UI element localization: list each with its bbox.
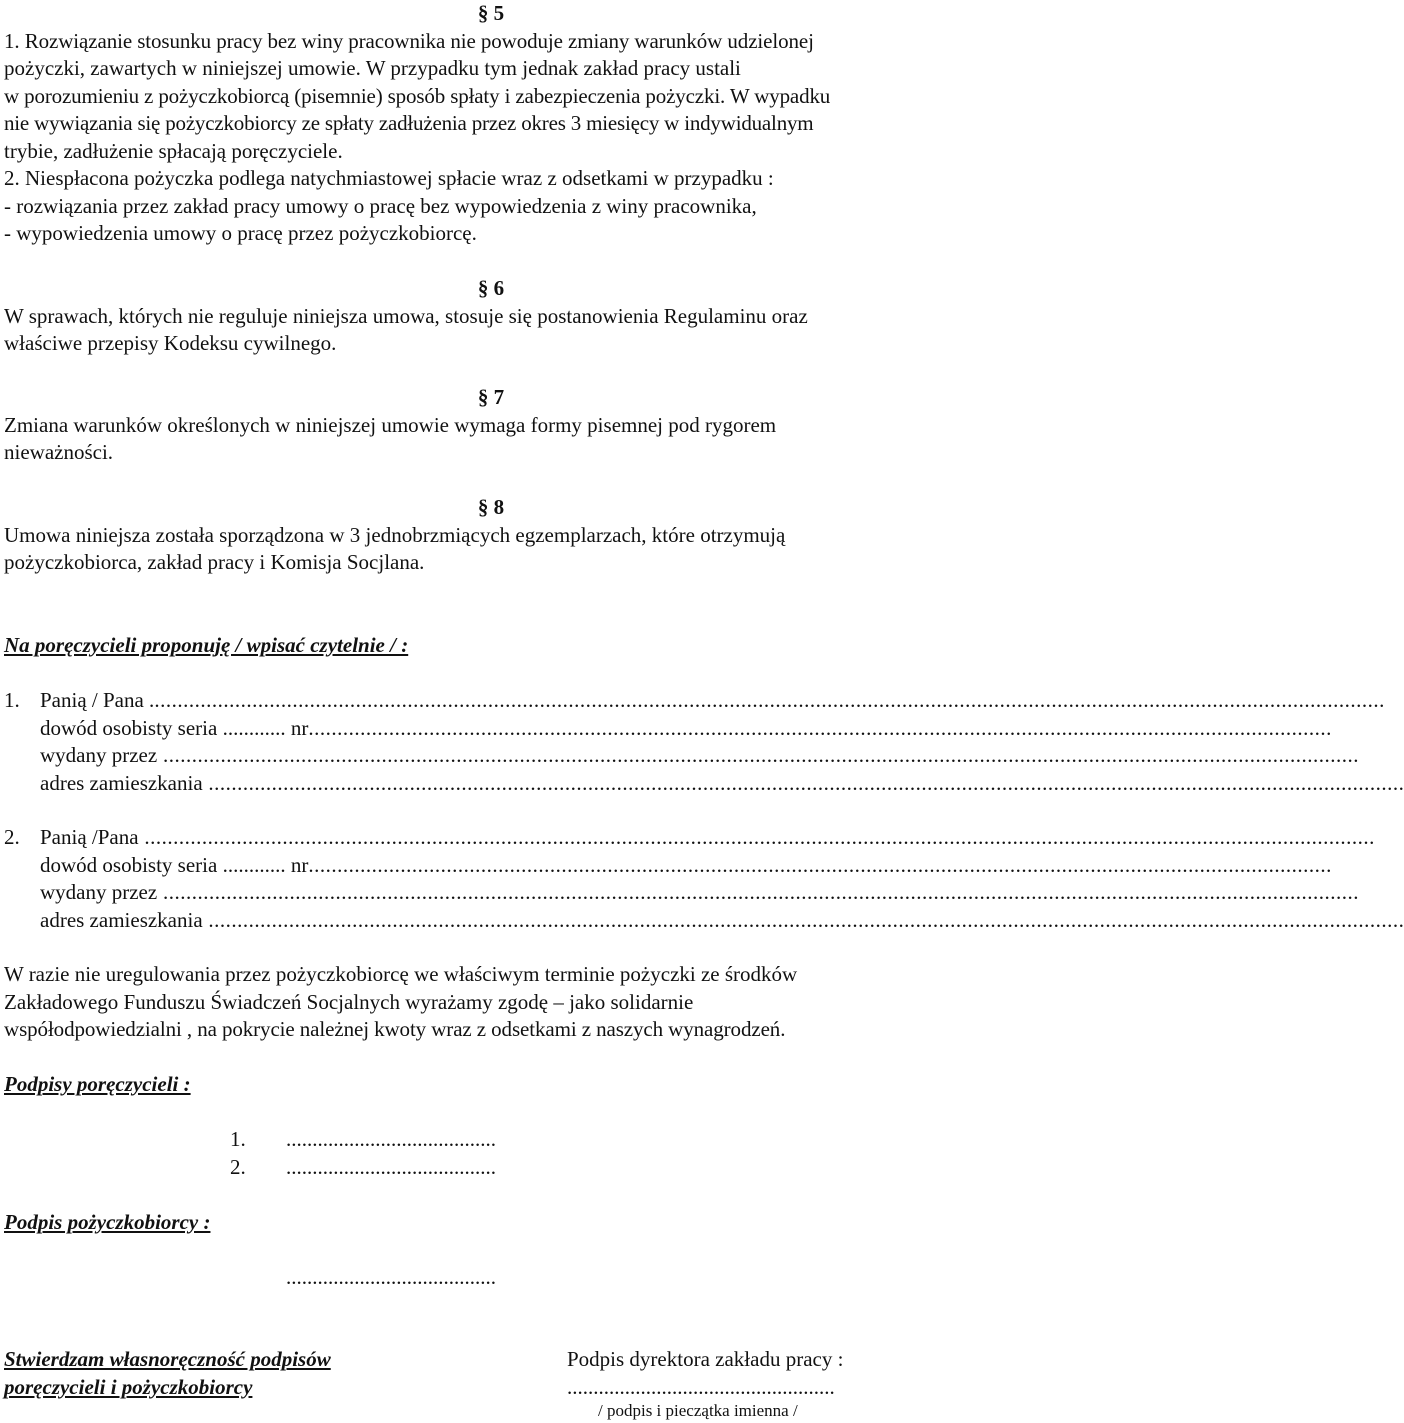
guarantor-signature-2-number: 2. xyxy=(230,1155,246,1179)
guarantor-2-name-label: Panią /Pana xyxy=(40,825,139,849)
section-6-heading: § 6 xyxy=(477,276,505,300)
guarantor-1-issued-label: wydany przez xyxy=(40,743,158,767)
section-7-line: nieważności. xyxy=(4,440,114,464)
section-5-line: - rozwiązania przez zakład pracy umowy o pracę bez wypowiedzenia z winy pracownika, xyxy=(4,193,757,218)
director-signature-field[interactable]: ................................................... xyxy=(567,1375,835,1399)
guarantor-2-issued-field[interactable]: ................................................................................................................................................................................................................ xyxy=(157,880,1359,904)
section-5-heading: § 5 xyxy=(477,1,505,25)
guarantor-2-issued-row[interactable] xyxy=(4,879,1359,907)
borrower-signature-field[interactable]: ........................................ xyxy=(286,1265,496,1289)
guarantor-signature-1[interactable] xyxy=(230,1126,496,1154)
guarantor-2-address-field[interactable]: ................................................................................................................................................................................................................ xyxy=(202,907,1404,932)
guarantor-2-issued-label: wydany przez xyxy=(40,880,158,904)
guarantor-2-address-row[interactable] xyxy=(4,907,1404,935)
guarantor-1-issued-field[interactable]: ................................................................................................................................................................................................................ xyxy=(157,743,1359,767)
guarantors-signatures-title-block xyxy=(4,1071,956,1099)
guarantor-2-name-row[interactable] xyxy=(4,824,1375,852)
section-6-line: właściwe przepisy Kodeksu cywilnego. xyxy=(4,331,337,355)
guarantor-1-address-field[interactable]: ................................................................................................................................................................................................................ xyxy=(202,770,1404,795)
guarantor-1-address-label: adres zamieszkania xyxy=(40,770,203,795)
consent-line: W razie nie uregulowania przez pożyczkobiorcę we właściwym terminie pożyczki ze środków xyxy=(4,962,798,986)
section-8-line: Umowa niniejsza została sporządzona w 3 jednobrzmiących egzemplarzach, które otrzymują xyxy=(4,522,786,547)
section-8-line: pożyczkobiorca, zakład pracy i Komisja Socjlana. xyxy=(4,550,425,574)
section-5 xyxy=(4,0,956,248)
guarantor-1-address-row[interactable] xyxy=(4,770,1404,798)
section-8 xyxy=(4,494,956,577)
guarantor-signature-2[interactable] xyxy=(230,1154,496,1182)
section-5-line: trybie, zadłużenie spłacają poręczyciele. xyxy=(4,138,343,163)
guarantor-2-id-label: dowód osobisty seria xyxy=(40,852,218,877)
guarantor-signature-1-number: 1. xyxy=(230,1127,246,1151)
guarantors-title-block xyxy=(4,632,956,660)
guarantors-signatures-title: Podpisy poręczycieli : xyxy=(4,1072,191,1096)
guarantor-1-nr-label: nr xyxy=(290,715,309,740)
borrower-signature-title: Podpis pożyczkobiorcy : xyxy=(4,1210,211,1234)
section-5-line: pożyczki, zawartych w niniejszej umowie. W przypadku tym jednak zakład pracy ustali xyxy=(4,56,741,80)
guarantor-2 xyxy=(4,824,1404,934)
guarantor-1-name-field[interactable]: ...................................................................................................................................................................................................................... xyxy=(154,688,1385,712)
guarantor-1-id-series-field[interactable]: ............ xyxy=(217,715,286,740)
section-8-heading: § 8 xyxy=(477,495,505,519)
guarantor-1-id-label: dowód osobisty seria xyxy=(40,715,218,740)
section-6-line: W sprawach, których nie reguluje niniejsza umowa, stosuje się postanowienia Regulaminu oraz xyxy=(4,303,808,328)
director-signature-note: / podpis i pieczątka imienna / xyxy=(598,1401,798,1420)
verification-block xyxy=(4,1346,331,1401)
guarantor-signature-1-field[interactable]: ........................................ xyxy=(286,1127,496,1151)
consent-line: Zakładowego Funduszu Świadczeń Socjalnych wyrażamy zgodę – jako solidarnie xyxy=(4,989,694,1014)
guarantor-1-name-row[interactable] xyxy=(4,687,1385,715)
section-7-heading: § 7 xyxy=(477,385,505,409)
guarantor-2-number: 2. xyxy=(4,825,20,849)
director-signature-label: Podpis dyrektora zakładu pracy : xyxy=(567,1347,844,1371)
section-5-line: 2. Niespłacona pożyczka podlega natychmiastowej spłacie wraz z odsetkami w przypadku : xyxy=(4,166,774,190)
guarantor-1-issued-row[interactable] xyxy=(4,742,1359,770)
guarantor-1-name-label: Panią / Pana . xyxy=(40,688,155,712)
guarantor-2-id-row[interactable] xyxy=(4,852,1332,880)
section-5-line: 1. Rozwiązanie stosunku pracy bez winy pracownika nie powoduje zmiany warunków udzielonej xyxy=(4,28,814,53)
guarantor-2-nr-field[interactable]: .................................................................................................................................................................................. xyxy=(308,852,1332,877)
guarantor-1-number: 1. xyxy=(4,688,20,712)
section-6 xyxy=(4,275,956,358)
guarantor-1 xyxy=(4,687,1404,797)
guarantors-title: Na poręczycieli proponuję / wpisać czytelnie / : xyxy=(4,633,409,657)
guarantor-2-address-label: adres zamieszkania xyxy=(40,907,203,932)
guarantor-2-nr-label: nr xyxy=(290,852,309,877)
section-7-line: Zmiana warunków określonych w niniejszej umowie wymaga formy pisemnej pod rygorem xyxy=(4,412,777,437)
section-5-line: - wypowiedzenia umowy o pracę przez pożyczkobiorcę. xyxy=(4,221,477,245)
section-5-line: w porozumieniu z pożyczkobiorcą (pisemnie) sposób spłaty i zabezpieczenia pożyczki. W wypadku xyxy=(4,83,831,108)
guarantor-signature-2-field[interactable]: ........................................ xyxy=(286,1155,496,1179)
guarantor-1-id-row[interactable] xyxy=(4,715,1332,743)
guarantor-2-name-field[interactable]: ...................................................................................................................................................................................................................... xyxy=(138,825,1375,849)
consent-paragraph xyxy=(4,961,956,1044)
verification-line-1: Stwierdzam własnoręczność podpisów xyxy=(4,1347,331,1371)
section-5-line: nie wywiązania się pożyczkobiorcy ze spłaty zadłużenia przez okres 3 miesięcy w indywidualnym xyxy=(4,111,814,135)
guarantor-1-nr-field[interactable]: .................................................................................................................................................................................. xyxy=(308,715,1332,740)
guarantor-2-id-series-field[interactable]: ............ xyxy=(217,852,286,877)
section-7 xyxy=(4,384,956,467)
consent-line: współodpowiedzialni , na pokrycie należnej kwoty wraz z odsetkami z naszych wynagrodzeń. xyxy=(4,1017,786,1041)
verification-line-2: poręczycieli i pożyczkobiorcy xyxy=(4,1374,253,1399)
borrower-signature-title-block xyxy=(4,1209,956,1237)
